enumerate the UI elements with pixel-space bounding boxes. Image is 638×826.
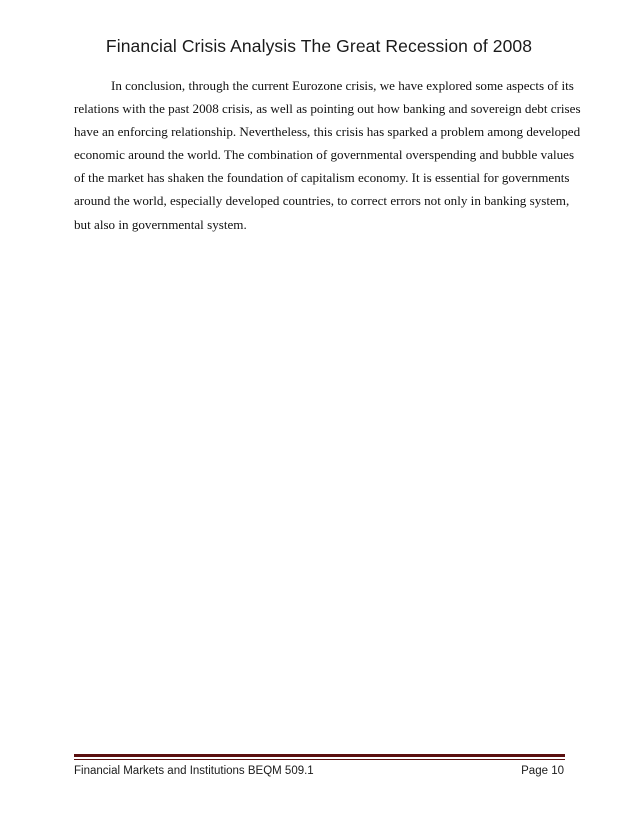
paragraph-line: but also in governmental system. <box>74 216 247 232</box>
paragraph-line: have an enforcing relationship. Nevertheless, this crisis has sparked a problem among developed <box>74 124 581 140</box>
paragraph-line: economic around the world. The combination of governmental overspending and bubble values <box>74 147 575 163</box>
footer-divider-thin <box>74 759 565 760</box>
footer-page-number: Page 10 <box>521 765 564 777</box>
footer-course-name: Financial Markets and Institutions BEQM 509.1 <box>74 765 314 777</box>
paragraph-line: around the world, especially developed countries, to correct errors not only in banking system, <box>74 193 570 209</box>
paragraph-line: relations with the past 2008 crisis, as well as pointing out how banking and sovereign debt crises <box>74 101 581 117</box>
paragraph-line: In conclusion, through the current Eurozone crisis, we have explored some aspects of its <box>111 78 574 93</box>
paragraph-line: of the market has shaken the foundation of capitalism economy. It is essential for governments <box>74 170 570 186</box>
page-header-title: Financial Crisis Analysis The Great Recession of 2008 <box>105 36 533 56</box>
conclusion-paragraph <box>74 74 581 236</box>
footer-divider-thick <box>74 754 565 757</box>
